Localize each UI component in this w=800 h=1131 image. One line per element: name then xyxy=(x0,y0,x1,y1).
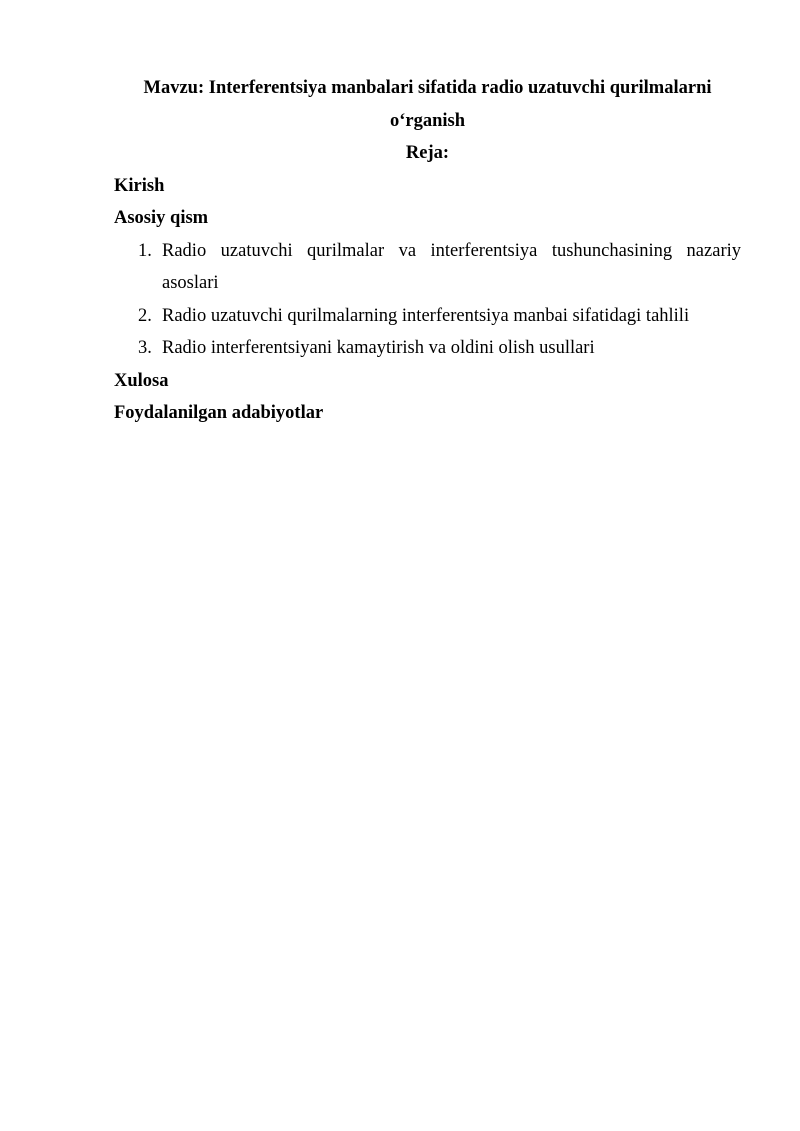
plan-item-text-line-2: asoslari xyxy=(162,273,219,293)
document-title xyxy=(114,72,741,137)
plan-item-number: 1. xyxy=(138,240,152,261)
section-conclusion: Xulosa xyxy=(114,370,169,391)
plan-list-item xyxy=(114,332,741,365)
plan-list-item xyxy=(114,235,741,300)
plan-item-number: 2. xyxy=(138,305,152,326)
plan-item-text-line-1: Radio uzatuvchi qurilmalar va interferentsiya tushunchasining nazariy xyxy=(162,240,741,261)
section-intro: Kirish xyxy=(114,175,165,196)
plan-list-item xyxy=(114,300,741,333)
plan-item-text-line-1: Radio interferentsiyani kamaytirish va oldini olish usullari xyxy=(162,338,595,358)
section-references: Foydalanilgan adabiyotlar xyxy=(114,403,324,423)
document-title-line-2: o‘rganish xyxy=(389,110,466,131)
plan-item-number: 3. xyxy=(138,338,152,358)
plan-list xyxy=(114,235,741,365)
plan-heading: Reja: xyxy=(405,143,450,163)
document-title-line-1: Mavzu: Interferentsiya manbalari sifatida radio uzatuvchi qurilmalarni xyxy=(143,78,712,98)
document-content xyxy=(114,72,741,430)
section-main-part: Asosiy qism xyxy=(114,208,209,228)
plan-item-text-line-1: Radio uzatuvchi qurilmalarning interferentsiya manbai sifatidagi tahlili xyxy=(162,305,690,326)
